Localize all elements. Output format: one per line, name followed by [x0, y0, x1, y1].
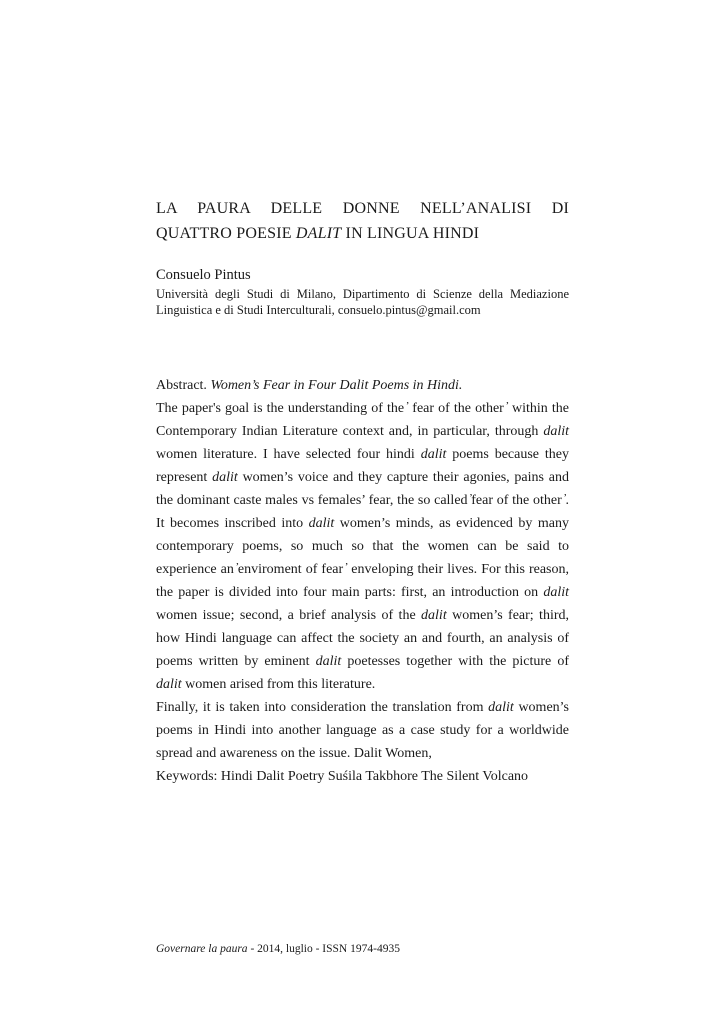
paper-title [156, 196, 569, 246]
abstract-p1-run: dalit [156, 677, 182, 692]
abstract-p1-run: poetesses together with the picture of [341, 654, 569, 669]
abstract-label: Abstract. [156, 378, 211, 393]
affiliation-line-2: Linguistica e di Studi Interculturali, consuelo.pintus@gmail.com [156, 303, 481, 317]
affiliation-line-1: Università degli Studi di Milano, Dipartimento di Scienze della Mediazione [156, 287, 569, 301]
author-name: Consuelo Pintus [156, 267, 251, 283]
abstract-p2-run: dalit [488, 700, 514, 715]
page-footer [156, 941, 400, 957]
author-affiliation [156, 286, 569, 318]
abstract-p1-run: women’s minds, as evidenced by many contemporary poems, so much so that the women can be said to experience an ̓enviroment of fear ̓ enveloping their lives. For this reason, the paper is divided into four main parts: first, an introduction on [156, 516, 569, 600]
abstract-section [156, 375, 569, 788]
title-line-2-italic: DALIT [295, 225, 342, 242]
abstract-p1-run: dalit [212, 470, 238, 485]
title-line-2-text: QUATTRO POESIE [156, 225, 296, 242]
abstract-p1-run: women literature. I have selected four hindi [156, 447, 421, 462]
abstract-subtitle: Women’s Fear in Four Dalit Poems in Hindi. [210, 378, 463, 393]
title-line-1: LA PAURA DELLE DONNE NELL’ANALISI DI [156, 200, 569, 217]
abstract-paragraph-1 [156, 397, 569, 696]
abstract-p1-run: women issue; second, a brief analysis of the [156, 608, 422, 623]
footer-journal: Governare la paura [156, 943, 248, 955]
abstract-p1-run: dalit [421, 608, 447, 623]
abstract-p1-run: women arised from this literature. [181, 677, 376, 692]
abstract-heading [156, 375, 569, 397]
abstract-p2-run: women’s poems in Hindi into another language as a case study for a worldwide spread and awareness on the issue. Dalit Women, [156, 700, 569, 761]
abstract-p1-run: dalit [543, 424, 569, 439]
abstract-p2-run: Finally, it is taken into consideration the translation from [156, 700, 489, 715]
title-line-2-end: IN LINGUA HINDI [341, 225, 480, 242]
abstract-p1-run: women’s voice and they capture their agonies, pains and the dominant caste males vs females’ fear, the so called ̓fear of the other ̓. It becomes inscribed into [156, 470, 569, 531]
abstract-p1-run: poems because they represent [156, 447, 570, 485]
footer-details: - 2014, luglio - ISSN 1974-4935 [247, 943, 400, 955]
abstract-paragraph-2 [156, 696, 569, 765]
abstract-p1-run: women’s fear; third, how Hindi language can affect the society an and fourth, an analysis of poems written by eminent [156, 608, 569, 669]
abstract-p1-run: dalit [315, 654, 342, 669]
abstract-p1-run: dalit [543, 585, 569, 600]
abstract-p1-run: dalit [308, 516, 335, 531]
abstract-p1-run: The paper's goal is the understanding of the ̓ fear of the other ̓ within the Contemporary Indian Literature context and, in particular, through [156, 401, 569, 439]
keywords: Keywords: Hindi Dalit Poetry Suśila Takbhore The Silent Volcano [156, 769, 529, 784]
abstract-p1-run: dalit [420, 447, 447, 462]
title-line-2 [156, 221, 569, 246]
